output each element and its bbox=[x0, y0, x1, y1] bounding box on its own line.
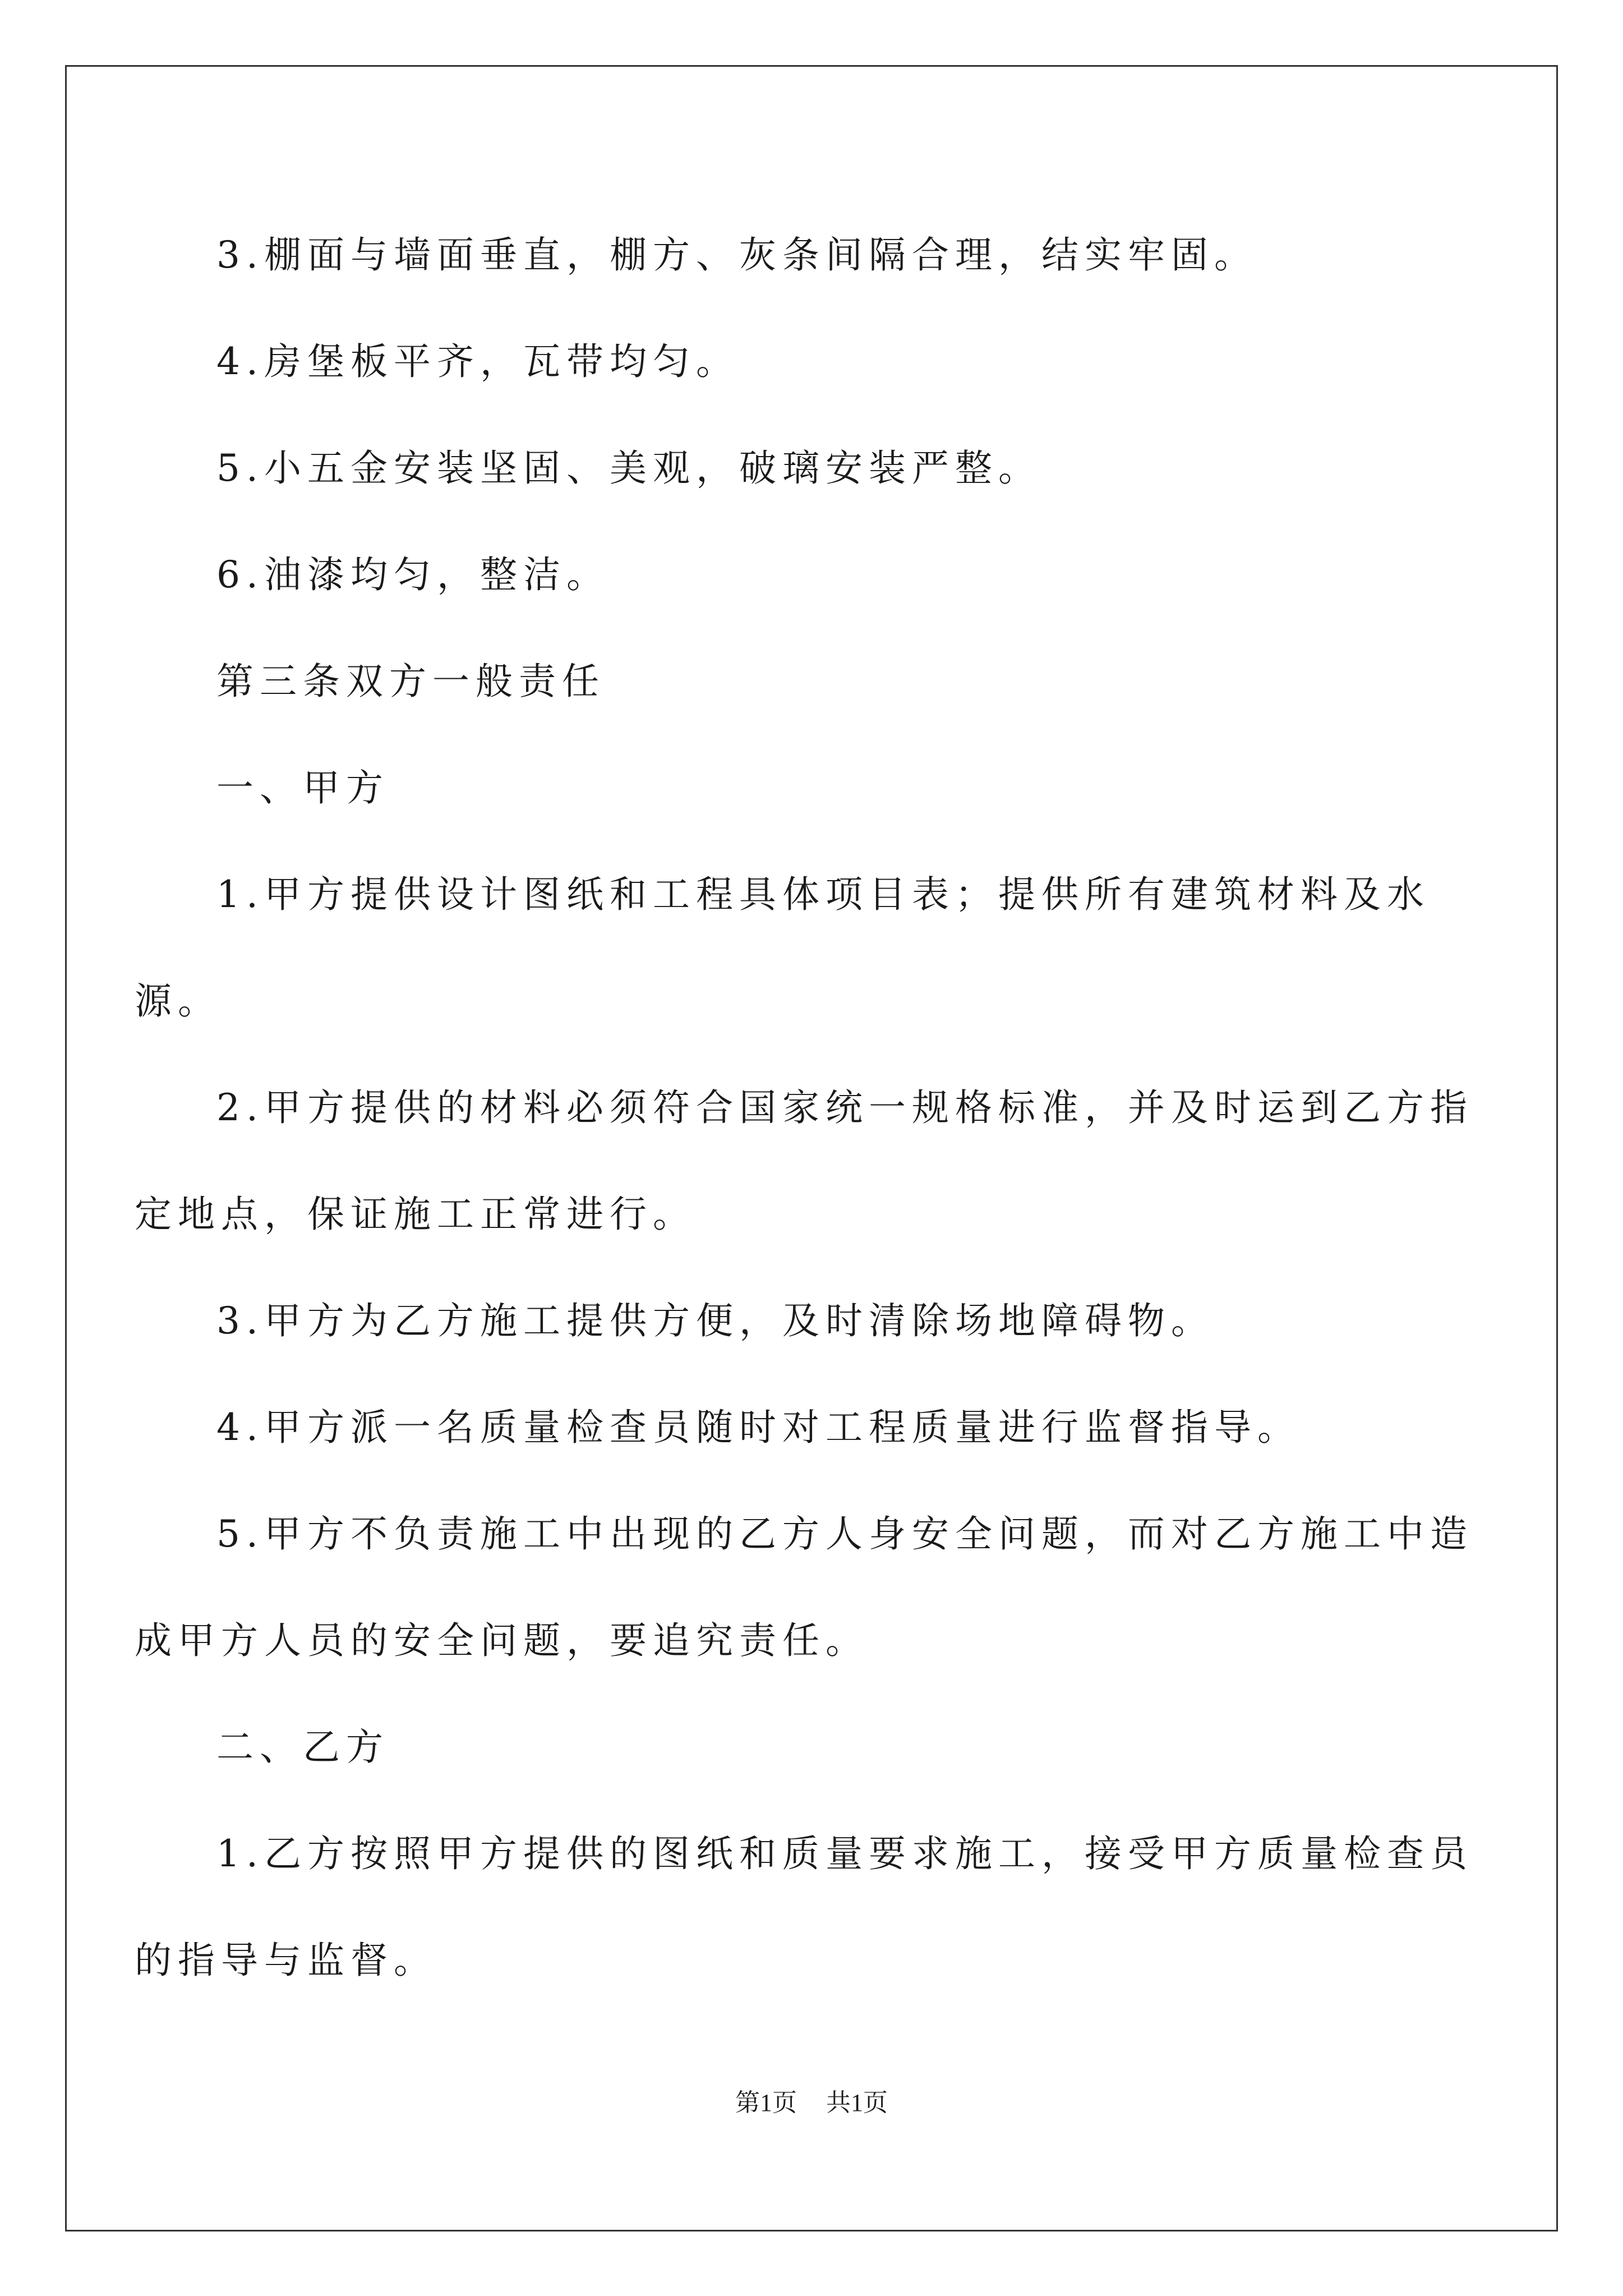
paragraph: 6.油漆均匀，整洁。 bbox=[216, 553, 610, 596]
paragraph: 5.小五金安装坚固、美观，破璃安装严整。 bbox=[216, 447, 1041, 490]
document-body bbox=[135, 202, 1481, 2014]
paragraph: 3.甲方为乙方施工提供方便，及时清除场地障碍物。 bbox=[216, 1299, 1214, 1342]
paragraph: 4.甲方派一名质量检查员随时对工程质量进行监督指导。 bbox=[216, 1406, 1301, 1449]
paragraph: 1.甲方提供设计图纸和工程具体项目表；提供所有建筑材料及水源。 bbox=[135, 873, 1430, 1023]
paragraph: 3.棚面与墙面垂直，棚方、灰条间隔合理，结实牢固。 bbox=[216, 233, 1257, 277]
section-heading: 第三条双方一般责任 bbox=[216, 660, 605, 703]
page-number-current: 第1页 bbox=[735, 2089, 797, 2116]
paragraph: 5.甲方不负责施工中出现的乙方人身安全问题，而对乙方施工中造成甲方人员的安全问题，要追究责任。 bbox=[135, 1512, 1473, 1662]
page-number-total: 共1页 bbox=[826, 2089, 888, 2116]
paragraph: 1.乙方按照甲方提供的图纸和质量要求施工，接受甲方质量检查员的指导与监督。 bbox=[135, 1832, 1473, 1982]
subsection-heading: 二、乙方 bbox=[216, 1726, 389, 1769]
paragraph: 2.甲方提供的材料必须符合国家统一规格标准，并及时运到乙方指定地点，保证施工正常进行。 bbox=[135, 1086, 1473, 1236]
page-footer bbox=[0, 2082, 1623, 2118]
paragraph: 4.房堡板平齐，瓦带均匀。 bbox=[216, 340, 739, 383]
subsection-heading: 一、甲方 bbox=[216, 766, 389, 809]
